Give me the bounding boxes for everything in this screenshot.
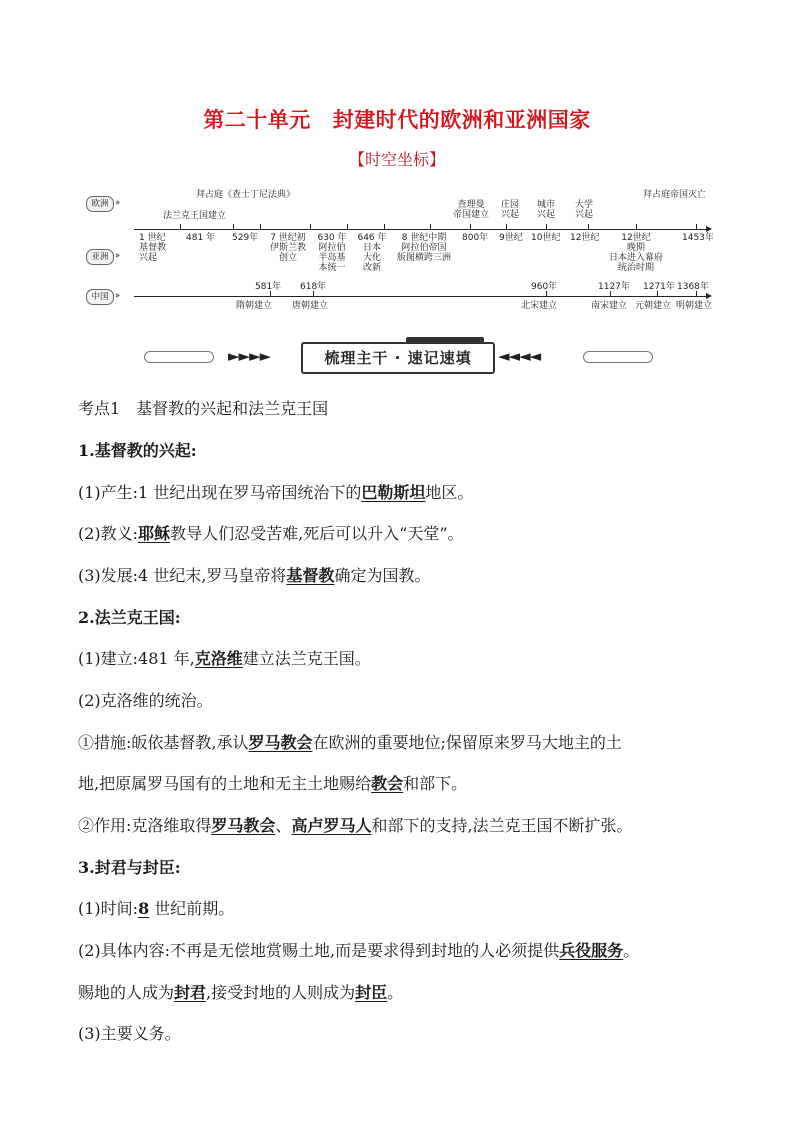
answer-palestine: 巴勒斯坦 (361, 483, 426, 502)
tick (180, 224, 181, 229)
event-charlemagne: 查理曼 帝国建立 (452, 200, 489, 220)
para-duties: (3)主要义务。 (78, 1024, 181, 1043)
row-label-china: 中国 (86, 289, 114, 305)
para-content-cont: 赐地的人成为封君,接受封地的人则成为封臣。 (78, 983, 404, 1002)
arrows-right-icon: ►►►► (228, 347, 271, 365)
answer-8: 8 (138, 899, 150, 918)
para-founding: (1)建立:481 年,克洛维建立法兰克王国。 (78, 649, 371, 668)
label-c1: 1 世纪 基督教 兴起 (139, 233, 167, 263)
para-doctrine: (2)教义:耶稣教导人们忍受苦难,死后可以升入“天堂”。 (78, 524, 464, 543)
tick (588, 224, 589, 229)
row-label-asia: 亚洲 (86, 249, 114, 265)
event-city: 城市 兴起 (536, 200, 555, 220)
kaodian-heading: 考点1 基督教的兴起和法兰克王国 (78, 399, 329, 418)
tick (506, 224, 507, 229)
label-c10: 10世纪 (531, 233, 561, 243)
label-481: 481 年 (186, 233, 216, 243)
tick (696, 224, 697, 229)
label-c12-late: 12世纪 晚期 日本进入幕府 统治时期 (608, 233, 663, 273)
tick (384, 224, 385, 229)
chevron-right-icon: ›› (115, 251, 119, 261)
section-subtitle: 【时空坐标】 (348, 150, 445, 169)
answer-church: 教会 (371, 774, 404, 793)
event-manor: 庄园 兴起 (500, 200, 519, 220)
label-tang: 唐朝建立 (292, 301, 329, 311)
para-measures: ①措施:皈依基督教,承认罗马教会在欧洲的重要地位;保留原来罗马大地主的土 (78, 733, 622, 752)
label-nansong: 南宋建立 (591, 301, 628, 311)
label-1271: 1271年 (643, 282, 675, 292)
label-c9: 9世纪 (499, 233, 523, 243)
decor-pill-left (144, 351, 214, 363)
answer-clovis: 克洛维 (194, 649, 243, 668)
para-time: (1)时间:8 世纪前期。 (78, 899, 235, 918)
heading-christianity: 1.基督教的兴起: (78, 441, 197, 460)
para-measures-cont: 地,把原属罗马国有的土地和无主土地赐给教会和部下。 (78, 774, 468, 793)
heading-feudal: 3.封君与封臣: (78, 858, 181, 877)
para-origin: (1)产生:1 世纪出现在罗马帝国统治下的巴勒斯坦地区。 (78, 483, 474, 502)
chevron-right-icon: ›› (115, 291, 119, 301)
label-618: 618年 (300, 282, 327, 292)
section-banner (140, 340, 714, 374)
label-529: 529年 (232, 233, 259, 243)
arrows-left-icon: ◄◄◄◄ (498, 347, 541, 365)
para-effect: ②作用:克洛维取得罗马教会、高卢罗马人和部下的支持,法兰克王国不断扩张。 (78, 816, 633, 835)
label-581: 581年 (255, 282, 282, 292)
unit-name: 封建时代的欧洲和亚洲国家 (332, 108, 591, 132)
label-song: 北宋建立 (521, 301, 558, 311)
label-1453: 1453年 (682, 233, 714, 243)
answer-lord: 封君 (174, 983, 207, 1002)
label-960: 960年 (531, 282, 558, 292)
tick (546, 224, 547, 229)
event-byzantine-fall: 拜占庭帝国灭亡 (643, 190, 707, 200)
tick (260, 224, 261, 229)
answer-gallo-romans: 高卢罗马人 (291, 816, 372, 835)
para-rule: (2)克洛维的统治。 (78, 691, 213, 710)
timeline-axis-china (134, 296, 710, 297)
unit-number: 第二十单元 (203, 108, 311, 132)
row-label-europe: 欧洲 (86, 196, 114, 212)
event-byzantine-law: 拜占庭《查士丁尼法典》 (196, 190, 296, 200)
label-sui: 隋朝建立 (236, 301, 273, 311)
chevron-right-icon: ›› (115, 198, 119, 208)
label-1127: 1127年 (598, 282, 630, 292)
event-frankish-kingdom: 法兰克王国建立 (163, 211, 227, 221)
label-800: 800年 (462, 233, 489, 243)
tick (636, 224, 637, 229)
answer-military-service: 兵役服务 (559, 941, 624, 960)
tick (347, 224, 348, 229)
label-c8: 8 世纪中期 阿拉伯帝国 版图横跨三洲 (396, 233, 451, 263)
tick (470, 224, 471, 229)
tick (310, 224, 311, 229)
label-c12: 12世纪 (570, 233, 600, 243)
label-630: 630 年 阿拉伯 半岛基 本统一 (317, 233, 347, 273)
para-development: (3)发展:4 世纪末,罗马皇帝将基督教确定为国教。 (78, 566, 431, 585)
answer-jesus: 耶稣 (138, 524, 171, 543)
tick (233, 224, 234, 229)
tick (430, 224, 431, 229)
event-university: 大学 兴起 (574, 200, 593, 220)
answer-vassal: 封臣 (355, 983, 388, 1002)
label-yuan: 元朝建立 (635, 301, 672, 311)
timeline-axis-main (134, 229, 710, 230)
page-title (0, 104, 794, 134)
answer-christianity: 基督教 (286, 566, 335, 585)
label-ming: 明朝建立 (676, 301, 713, 311)
decor-pill-right (583, 351, 653, 363)
heading-frankish: 2.法兰克王国: (78, 608, 181, 627)
label-1368: 1368年 (677, 282, 709, 292)
label-c7: 7 世纪初 伊斯兰教 创立 (269, 233, 306, 263)
banner-title: 梳理主干 · 速记速填 (301, 342, 495, 374)
label-646: 646 年 日本 大化 改新 (357, 233, 387, 273)
answer-roman-church: 罗马教会 (248, 733, 313, 752)
para-content: (2)具体内容:不再是无偿地赏赐土地,而是要求得到封地的人必须提供兵役服务。 (78, 941, 640, 960)
answer-roman-church-2: 罗马教会 (211, 816, 276, 835)
